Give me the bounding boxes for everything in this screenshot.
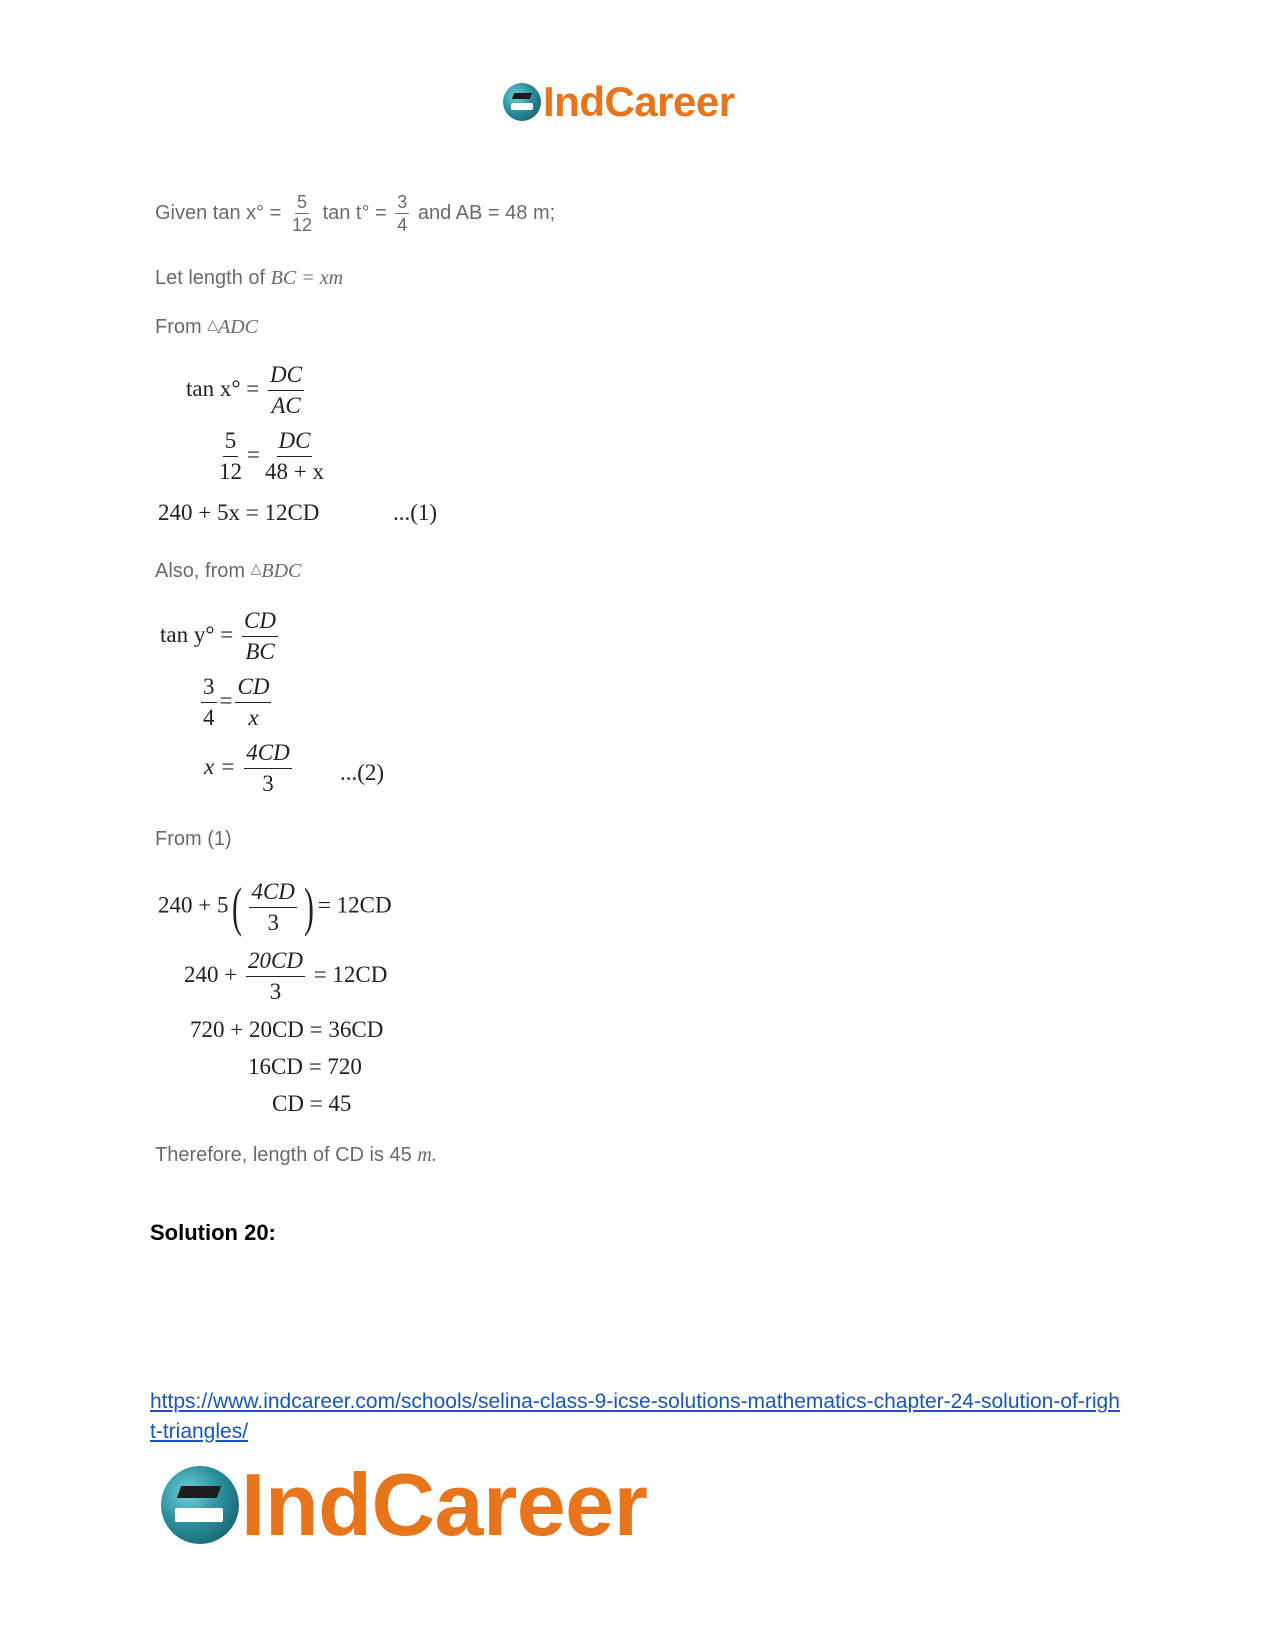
solution-heading: Solution 20: bbox=[150, 1220, 276, 1245]
indcareer-logo-header bbox=[503, 80, 735, 124]
from-bdc-line: Also, from △BDC bbox=[155, 560, 302, 582]
logo-wordmark: IndCareer bbox=[241, 1455, 648, 1554]
from-adc-line: From △ADC bbox=[155, 316, 259, 338]
equation-ratio-1: $\frac{5}{12}$ = $\frac{DC}{48 + x}$ bbox=[219, 428, 324, 484]
equation-tag-1: ...(1) bbox=[393, 500, 438, 525]
equation-x-value: x = $\frac{4CD}{3}$ bbox=[204, 740, 290, 796]
given-line: Given tan x° = $\frac{5}{12}$ tan t° = $\frac{3}{4}$ and AB = 48 m; bbox=[155, 192, 556, 235]
equation-expanded: 240 + $\frac{20CD}{3}$ = 12CD bbox=[184, 948, 388, 1004]
equation-1: 240 + 5x = 12CD bbox=[158, 500, 320, 525]
equation-tan-x: tan x° = $\frac{DC}{AC}$ bbox=[186, 362, 302, 418]
equation-multiplied: 720 + 20CD = 36CD bbox=[190, 1017, 384, 1042]
equation-simplified: 16CD = 720 bbox=[248, 1054, 362, 1079]
logo-wordmark: IndCareer bbox=[543, 78, 735, 125]
graduation-cap-book-icon bbox=[161, 1466, 239, 1544]
equation-ratio-2: $\frac{3}{4}$ = $\frac{CD}{x}$ bbox=[203, 674, 270, 730]
indcareer-logo-footer bbox=[161, 1455, 648, 1554]
from-1-line: From (1) bbox=[155, 828, 232, 850]
equation-result: CD = 45 bbox=[272, 1091, 352, 1116]
let-length-line: Let length of BC = xm bbox=[155, 267, 344, 289]
graduation-cap-book-icon bbox=[503, 83, 541, 121]
conclusion-line: Therefore, length of CD is 45 m. bbox=[155, 1144, 437, 1166]
footer-url-link[interactable]: https://www.indcareer.com/schools/selina-class-9-icse-solutions-mathematics-chapter-24-solution-of-right-triangles/ bbox=[150, 1390, 1120, 1443]
equation-tan-y: tan y° = $\frac{CD}{BC}$ bbox=[160, 608, 276, 664]
equation-substitution: 240 + 5( $\frac{4CD}{3}$ ) = 12CD bbox=[158, 877, 392, 937]
equation-tag-2: ...(2) bbox=[340, 760, 385, 785]
